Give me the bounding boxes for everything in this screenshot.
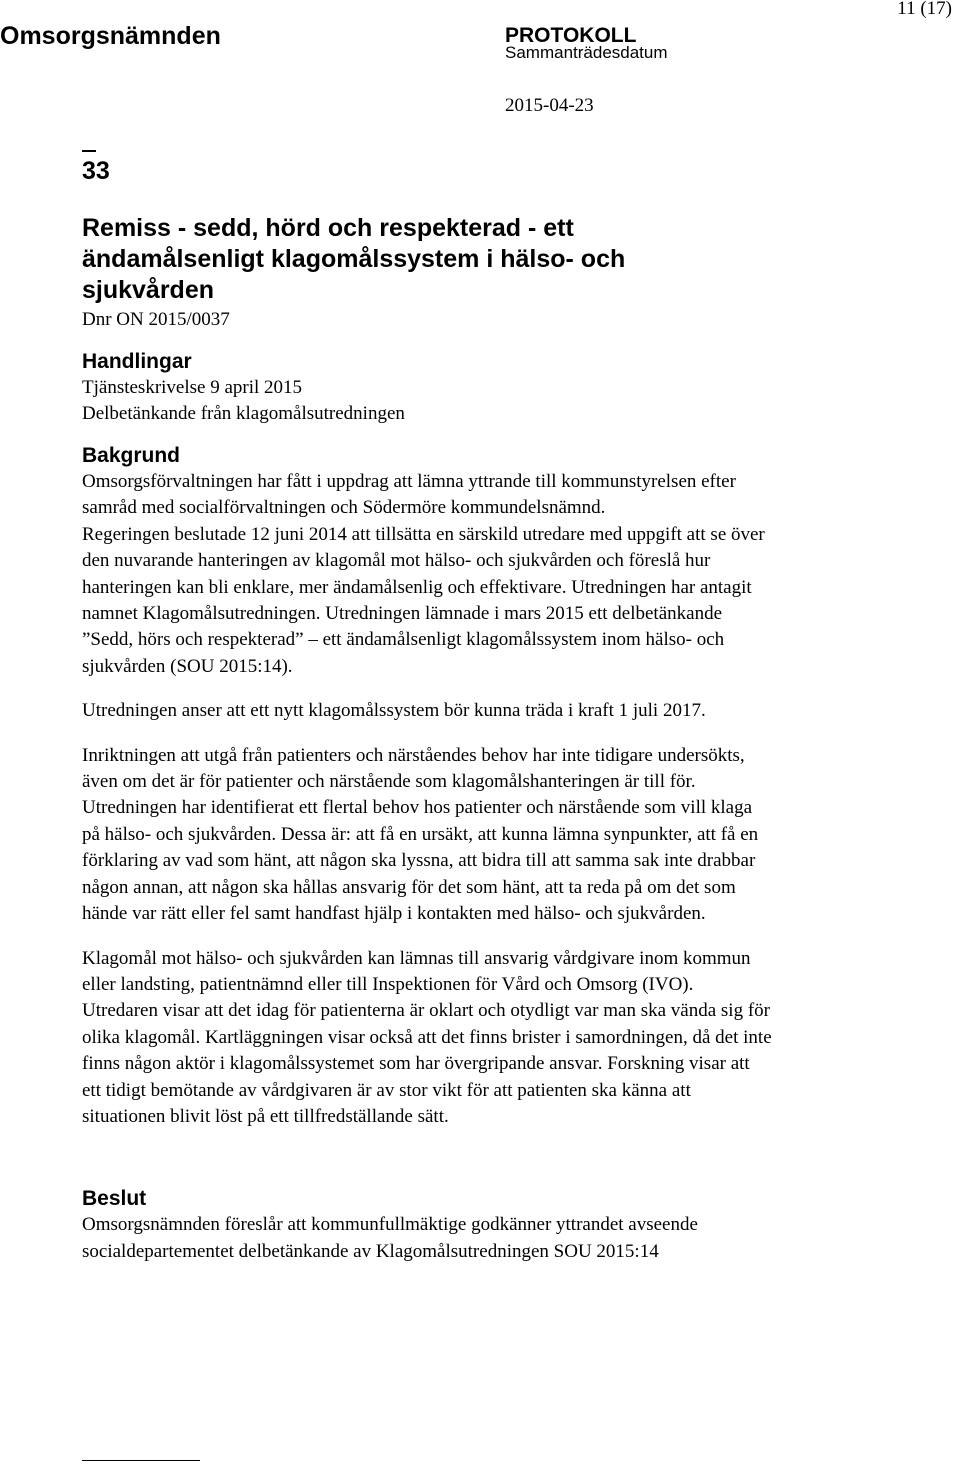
decision-text: Omsorgsnämnden föreslår att kommunfullmäktige godkänner yttrandet avseende socialdepartementet delbetänkande av Klagomålsutredningen SOU 2015:14 <box>82 1214 698 1262</box>
section-sign-mark <box>82 150 96 160</box>
organization-name: Omsorgsnämnden <box>0 22 221 50</box>
meeting-date-label: Sammanträdesdatum <box>505 43 668 62</box>
background-paragraph: Regeringen beslutade 12 juni 2014 att tillsätta en särskild utredare med uppgift att se över den nuvarande hanteringen av klagomål mot hälso- och sjukvården och föreslå hur hanteringen kan bli enklare, mer ändamålsenlig och effektivare. Utredningen har antagit namnet Klagomålsutredningen. Utredningen lämnade i mars 2015 ett delbetänkande ”Sedd, hörs och respekterad” – ett ändamålsenligt klagomålssystem inom hälso- och sjukvården (SOU 2015:14). <box>82 523 765 677</box>
document-item: Delbetänkande från klagomålsutredningen <box>82 403 405 424</box>
signature-rule <box>82 1460 200 1461</box>
protocol-body <box>82 150 952 1265</box>
section-number: 33 <box>82 157 110 185</box>
case-title: Remiss - sedd, hörd och respekterad - ett ändamålsenligt klagomålssystem i hälso- och sjukvården <box>82 214 626 304</box>
background-paragraph: Omsorgsförvaltningen har fått i uppdrag att lämna yttrande till kommunstyrelsen efter samråd med socialförvaltningen och Södermöre kommundelsnämnd. <box>82 471 736 519</box>
document-item: Tjänsteskrivelse 9 april 2015 <box>82 377 303 398</box>
handlingar-heading: Handlingar <box>82 350 192 373</box>
section-paragraph-number <box>82 150 952 188</box>
meeting-date-value: 2015-04-23 <box>505 95 594 116</box>
beslut-heading: Beslut <box>82 1187 147 1211</box>
page-number: 11 (17) <box>897 0 952 19</box>
background-paragraph: Inriktningen att utgå från patienters och närståendes behov har inte tidigare undersökts, även om det är för patienter och närstående som klagomålshanteringen är till för. Utredningen har identifierat ett flertal behov hos patienter och närstående som vill klaga på hälso- och sjukvården. Dessa är: att få en ursäkt, att kunna lämna synpunkter, att få en förklaring av vad som hänt, att någon ska lyssna, att bidra till att samma sak inte drabbar någon annan, att någon ska hållas ansvarig för det som hänt, att ta reda på om det som hände var rätt eller fel samt handfast hjälp i kontakten med hälso- och sjukvården. <box>82 744 759 925</box>
bakgrund-heading: Bakgrund <box>82 444 181 467</box>
case-diary-number: Dnr ON 2015/0037 <box>82 309 230 330</box>
background-paragraph: Utredningen anser att ett nytt klagomålssystem bör kunna träda i kraft 1 juli 2017. <box>82 700 706 722</box>
background-paragraph: Klagomål mot hälso- och sjukvården kan lämnas till ansvarig vårdgivare inom kommun eller landsting, patientnämnd eller till Inspektionen för Vård och Omsorg (IVO). Utredaren visar att det idag för patienterna är oklart och otydligt var man ska vända sig för olika klagomål. Kartläggningen visar också att det finns brister i samordningen, då det inte finns någon aktör i klagomålssystemet som har övergripande ansvar. Forskning visar att ett tidigt bemötande av vårdgivaren är av stor vikt för att patienten ska känna att situationen blivit löst på ett tillfredställande sätt. <box>82 947 772 1127</box>
document-type: PROTOKOLL <box>505 24 637 47</box>
